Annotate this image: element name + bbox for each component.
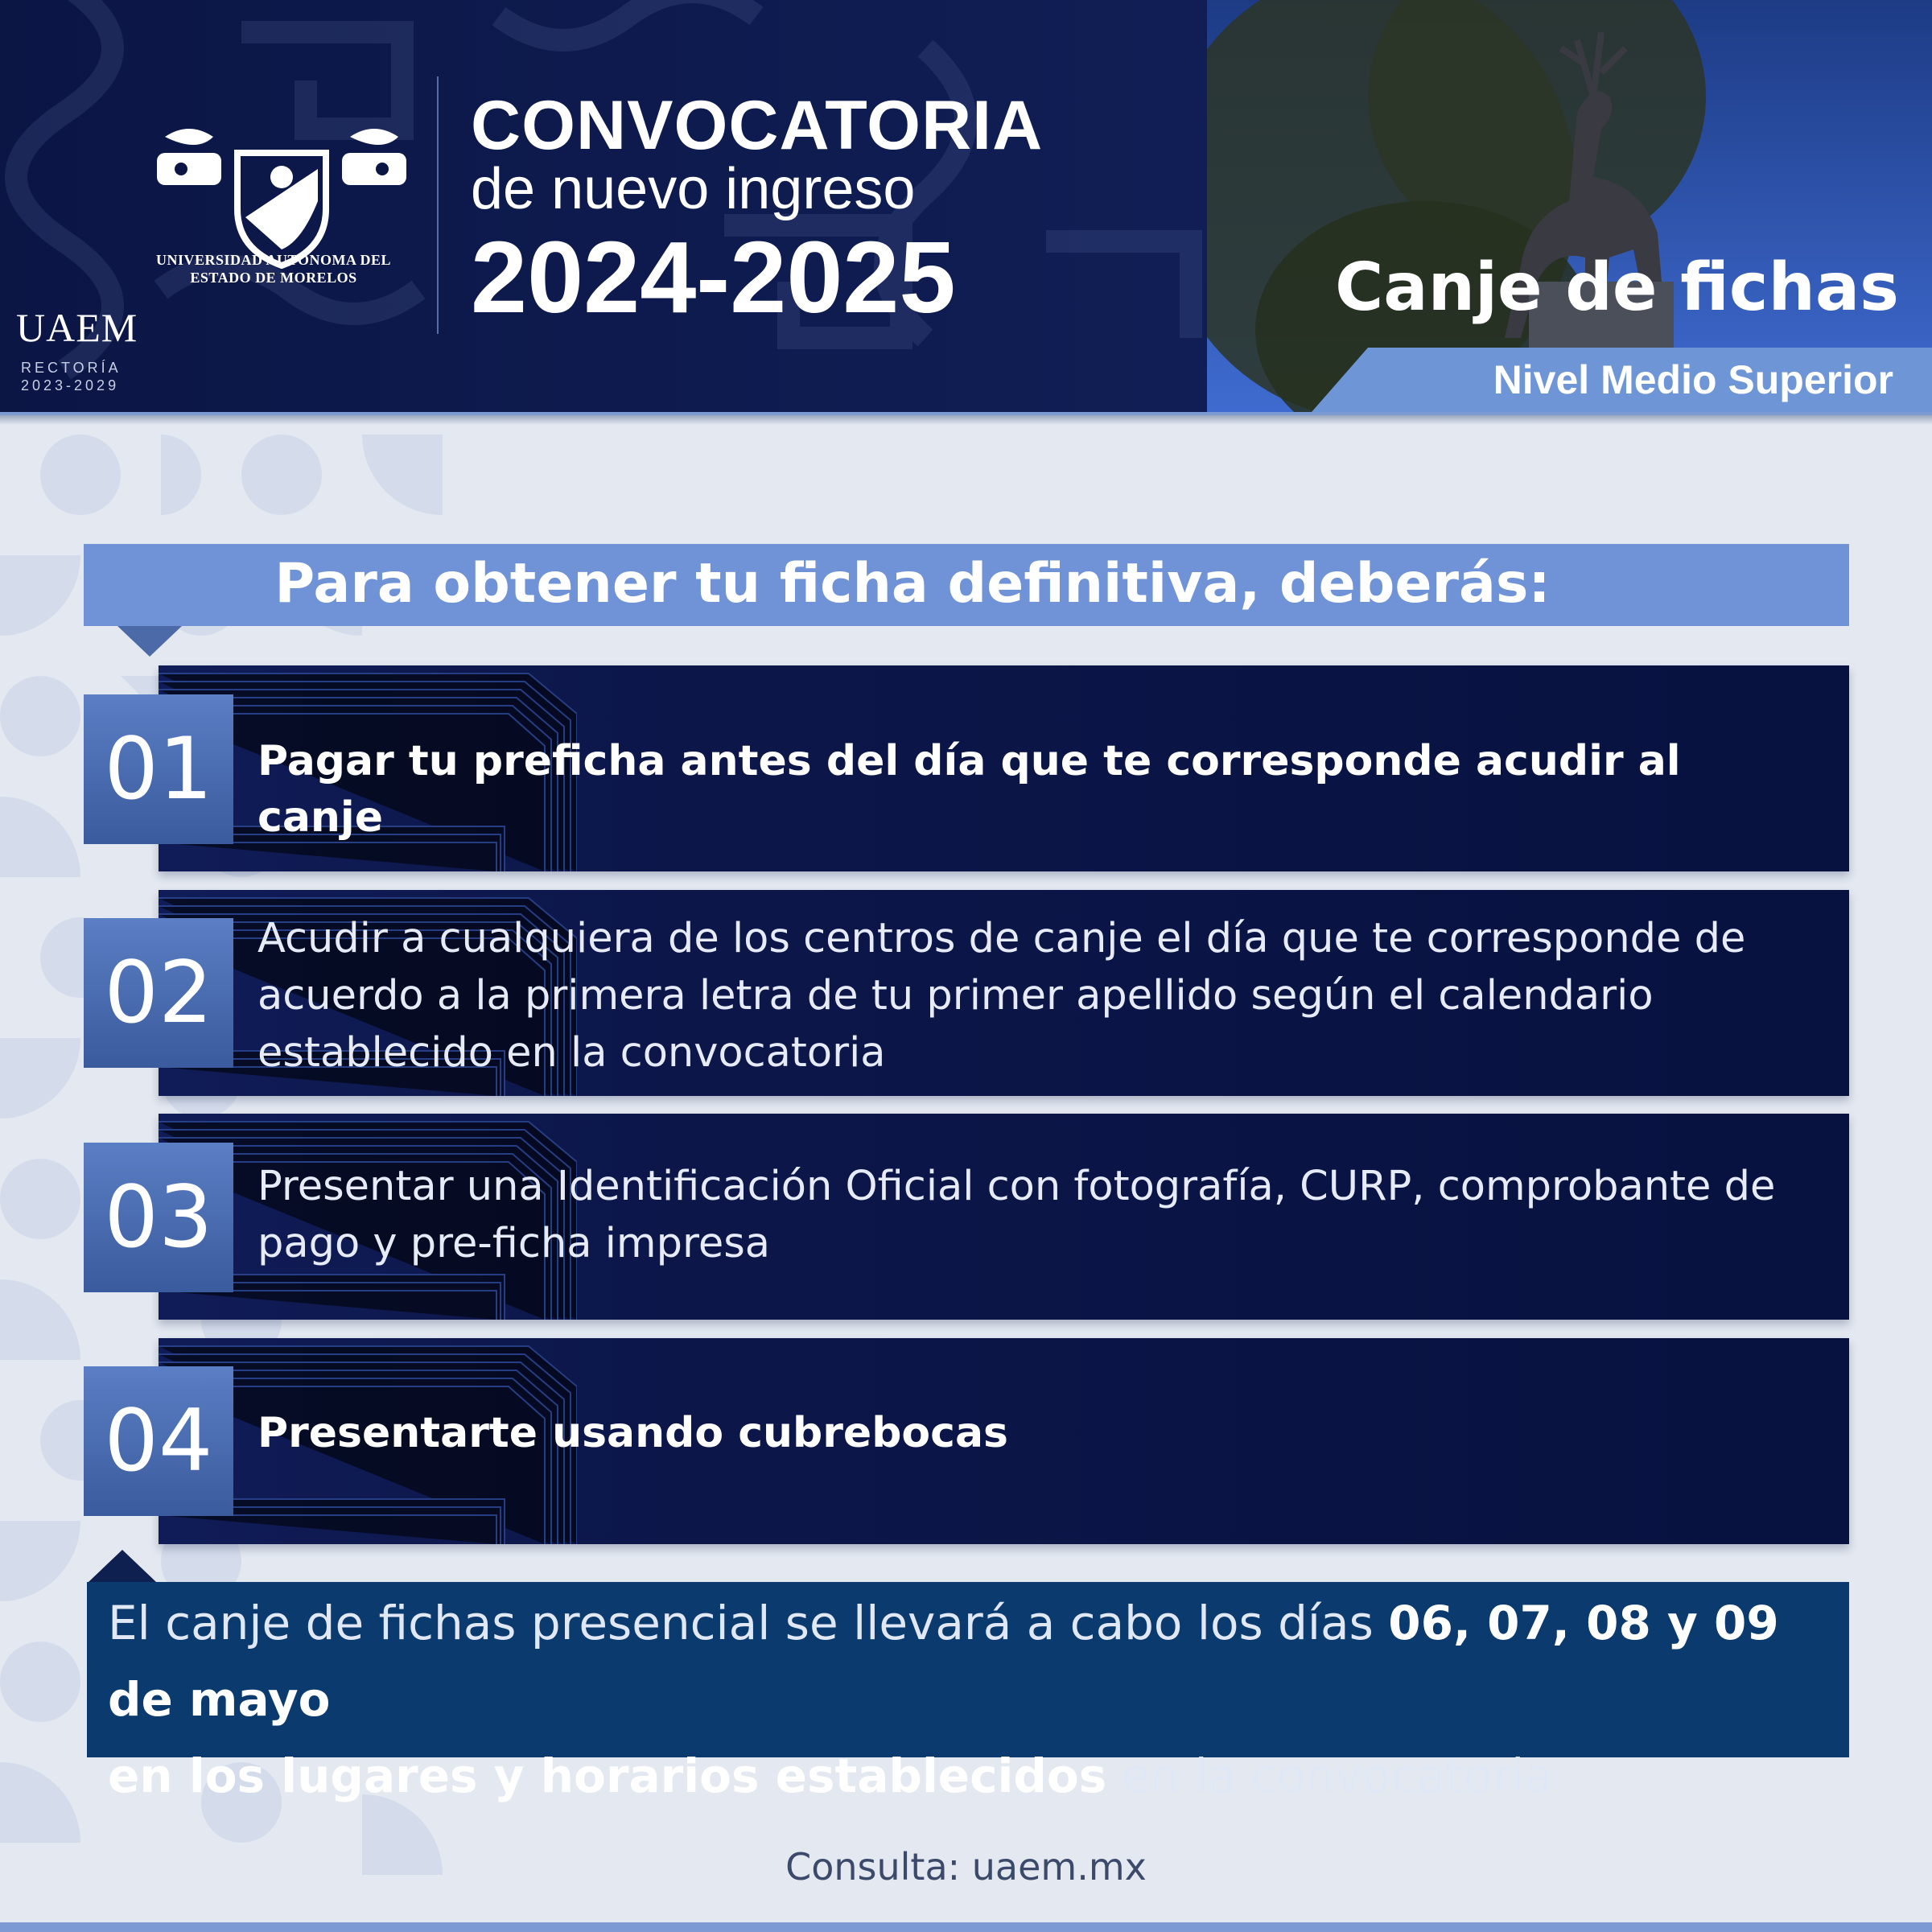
- step-number-01: 01: [104, 719, 213, 818]
- step-number-04: 04: [104, 1391, 213, 1490]
- rectoria-text: RECTORÍA: [21, 360, 122, 376]
- exchange-dates-text: [108, 1585, 1830, 1815]
- section-title: Canje de fichas: [1335, 249, 1899, 326]
- step-number-03: 03: [104, 1168, 213, 1267]
- uaem-wordmark: UAEM: [16, 305, 138, 350]
- university-name-line2: ESTADO DE MORELOS: [190, 270, 357, 286]
- info-part4: en la convocatoria: [1106, 1749, 1553, 1803]
- footer-line: [0, 1922, 1932, 1932]
- convocatoria-title: CONVOCATORIA: [471, 87, 1044, 164]
- university-name: [137, 251, 410, 286]
- info-part1: El canje de fichas presencial se llevará a cabo los días: [108, 1596, 1389, 1650]
- header-shadow: [0, 415, 1932, 425]
- heading-pointer: [117, 626, 182, 657]
- step-text-02-line3: establecido en la convocatoria: [257, 1029, 886, 1077]
- consulta-website[interactable]: Consulta: uaem.mx: [785, 1845, 1147, 1889]
- step-text-03-line2: pago y pre-ficha impresa: [257, 1220, 771, 1267]
- step-number-02: 02: [104, 943, 213, 1042]
- step-text-03-line1: Presentar una Identificación Oficial con fotografía, CURP, comprobante de: [257, 1163, 1776, 1210]
- info-places: en los lugares y horarios establecidos: [108, 1749, 1107, 1803]
- university-name-line1: UNIVERSIDAD AUTÓNOMA DEL: [155, 252, 392, 268]
- convocatoria-year: 2024-2025: [471, 220, 956, 334]
- exchange-dates-line1: [108, 1585, 1830, 1738]
- header-banner: [0, 0, 1932, 412]
- info-dates: 06, 07, 08 y 09 de mayo: [108, 1596, 1779, 1727]
- step-text-02: [257, 910, 1810, 1081]
- rectoria-period: 2023-2029: [21, 377, 120, 393]
- instructions-heading: Para obtener tu ficha definitiva, deberás:: [274, 552, 1551, 616]
- exchange-dates-line2: [108, 1738, 1830, 1815]
- step-text-02-line1: Acudir a cualquiera de los centros de canje el día que te corresponde de: [257, 915, 1746, 962]
- header-divider: [437, 76, 439, 334]
- rectoria-label: [21, 359, 122, 394]
- info-pointer: [89, 1550, 156, 1582]
- step-text-01: Pagar tu preficha antes del día que te corresponde acudir al canje: [257, 737, 1681, 842]
- step-text-02-line2: acuerdo a la primera letra de tu primer apellido según el calendario: [257, 972, 1654, 1020]
- convocatoria-subtitle: de nuevo ingreso: [471, 157, 916, 221]
- step-text-04: Presentarte usando cubrebocas: [257, 1409, 1009, 1457]
- step-text-03: [257, 1158, 1810, 1272]
- level-label: Nivel Medio Superior: [1493, 357, 1893, 402]
